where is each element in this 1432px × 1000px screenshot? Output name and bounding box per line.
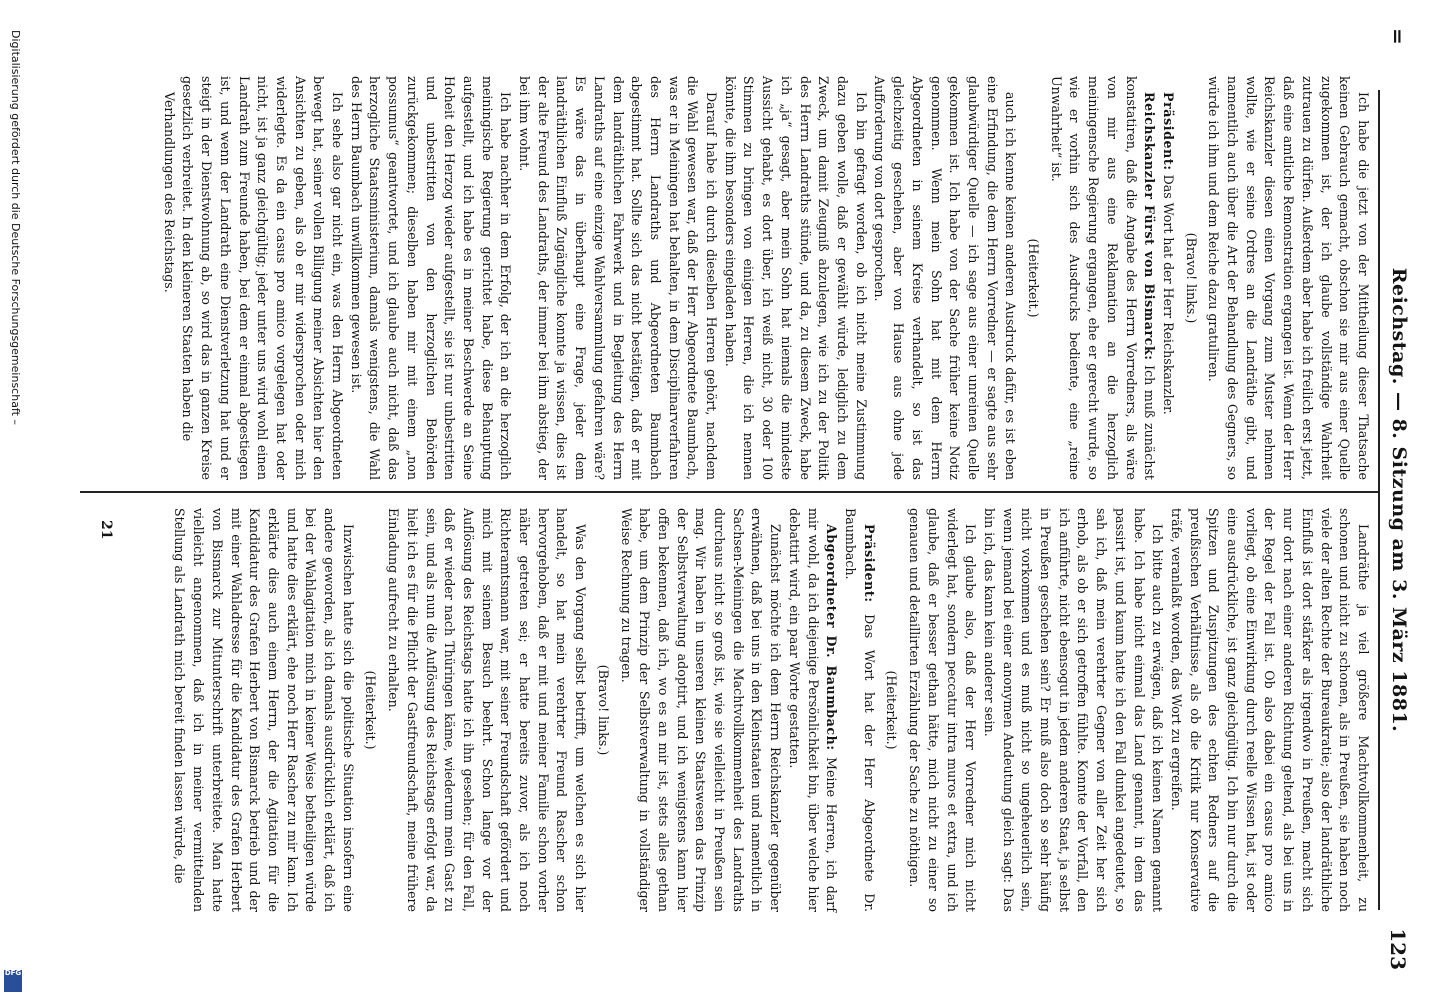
dfg-logo-text: DFG bbox=[4, 969, 22, 977]
body-paragraph: Ich habe nachher in dem Erfolg, der ich an die herzoglich meiningische Regierung gerichtet habe, diese Behauptung aufgestellt, und ich habe es in meiner Beschwerde an Seine Hoheit den Herzog wieder aufgestellt, sie ist nur unbestritten und unbestritten von den herzoglichen Behörden zurückgekommen; dieselben haben mir mit einem „non possumus“ geantwortet, und ich glaube auch nicht, daß das herzogliche Staatsministerium, damals wenigstens, die Wahl des Herrn Baumbach unwillkommen gewesen ist. bbox=[348, 76, 514, 480]
digitization-sidebar bbox=[8, 30, 22, 990]
digitization-note: Digitalisierung gefördert durch die Deutsche Forschungsgemeinschaft – bbox=[9, 30, 22, 425]
stage-direction-text: (Heiterkeit.) bbox=[363, 670, 379, 750]
stage-direction bbox=[1023, 76, 1042, 480]
stage-direction-text: (Heiterkeit.) bbox=[1026, 238, 1042, 318]
header-mark: = bbox=[1386, 28, 1410, 45]
body-paragraph: Ich sehe also gar nicht ein, was den Herrn Abgeordneten bewegt hat, seiner vollen Billigung meiner Absichten hier den Ansichten zu geben, als ob er mir widersprochen oder mich widerlegte. Es da ein casus pro amico vorgelegen hat oder nicht, ist ja ganz gleichgültig; jeder unter uns wird wohl einen Landrath zum Freunde haben, bei dem er einmal abgestiegen ist, und wenn der Landrath eine Dienstverletzung hat und er steigt in der Dienstwohnung ab, so wird das in ganzen Kreise gesetzlich verbreitet. In den kleineren Staaten haben die bbox=[180, 76, 346, 480]
speech-paragraph bbox=[1046, 76, 1158, 480]
stage-direction bbox=[1181, 76, 1200, 480]
footer-signature: 21 bbox=[98, 520, 114, 540]
body-paragraph: Darauf habe ich durch dieselben Herren gehört, nachdem die Wahl gewesen war, daß der Herr Abgeordnete Baumbach, was er in Meiningen hat behalten, in dem Disciplinarverfahren des Herrn Landraths und Abgeordneten Baumbach abgestimmt hat. Sollte sich das nicht bestätigen, daß er mit dem landräthlichen Fahrwerk und in Begleitung des Herrn Landraths auf eine einzige Wahlversammlung gefahren wäre? Es wäre das in überhaupt eine Frage, jeder dem landräthlichen Einfluß Zugängliche konnte ja wissen, dies ist der alte Freund des Landraths, der immer bei ihm abstieg, der bei ihm wohnt. bbox=[517, 76, 720, 480]
speech-paragraph bbox=[840, 508, 877, 912]
speech-text: Das Wort hat der Herr Reichskanzler. bbox=[1160, 170, 1176, 415]
page-number: 123 bbox=[1386, 928, 1410, 970]
dfg-logo-icon bbox=[4, 970, 22, 992]
body-paragraph: Zunächst möchte ich dem Herrn Reichskanzler gegenüber erwähnen, daß bei uns in den Kleinstaaten und namentlich in Sachsen-Meiningen die Machtvollkommenheit des Landraths durchaus nicht so groß ist, wie sie vielleicht in Preußen sein mag. Wir haben in unseren kleinen Staatswesen das Prinzip der Selbstverwaltung adoptirt, und ich wenigstens kann hier offen bekennen, daß ich, wo es an mir ist, stets alles gethan habe, um dem Prinzip der Selbstverwaltung in vollständiger Weise Rechnung zu tragen. bbox=[618, 508, 784, 912]
page-header bbox=[1384, 10, 1410, 990]
speech-text: Meine Herren, ich darf mir wohl, da ich diejenige Persönlichkeit bin, über welche hier debattirt wird, ein paar Worte gestatten. bbox=[786, 508, 840, 912]
speaker-name: Präsident: bbox=[861, 524, 877, 603]
body-paragraph: Ich glaube also, daß der Herr Vorredner mich nicht widerlegt hat, sondern peccatur intra muros et extra, und ich glaube, daß er besser gethan hätte, mich nicht zu einer so genauen und detaillirten Erzählung der Sache zu nöthigen. bbox=[907, 508, 979, 912]
body-paragraph: Ich bitte auch zu erwägen, daß ich keinen Namen genannt habe. Ich habe nicht einmal das Land genannt, in dem das passirt ist, und kaum hatte ich den Fall dunkel angedeutet, so sah ich, daß mein verehrter Gegner von aller Zeit her sich erhob, als ob er sich getroffen fühlte. Konnte der Vorfall, den ich anführte, nicht ebensogut in jedem anderen Staat, ja selbst in Preußen geschehen sein? Er muß also doch so sehr häufig nicht vorkommen und es muß nicht so ungeheuerlich sein, wenn jemand bei einer anonymen Andeutung gleich sagt: Das bin ich, das kann kein anderer sein. bbox=[981, 508, 1166, 912]
stage-direction-text: (Bravo! links.) bbox=[1183, 232, 1199, 324]
stage-direction-text: (Bravo! links.) bbox=[595, 664, 611, 756]
body-paragraph: Inzwischen hatte sich die politische Situation insofern eine andere geworden, als ich damals ausdrücklich erklärt, daß ich bei der Wahlagitation mich in keiner Weise betheiligen würde und hatte dies erklärt, ehe noch Herr Rascher zu mir kam. Ich erklärte dies auch einem Herrn, der die Agitation für die Kandidatur des Grafen Herbert von Bismarck betrieb und der mit einer Wahladresse für die Kandidatur des Grafen Herbert von Bismarck zur Mitunterschrift unterbreitete. Man hatte vielleicht angenommen, daß ich in meiner vermittelnden Stellung als Landrath mich bereit finden lassen würde, die bbox=[172, 508, 356, 912]
body-paragraph: Verhandlungen des Reichstags. bbox=[161, 92, 177, 293]
stage-direction-text: (Heiterkeit.) bbox=[884, 670, 900, 750]
body-paragraph: Ich bin gefragt worden, ob ich nicht meine Zustimmung dazu geben wolle, daß er gewählt würde, lediglich zu dem Zweck, um damit Zeugniß abzulegen, wie ich zu der Politik des Herrn Landraths stünde, und da, zu diesem Zweck, habe ich „ja“ gesagt, aber mein Sohn hat niemals die mindeste Aussicht gehabt, es dort über, ich weiß nicht, 30 oder 100 Stimmen zu bringen von einigen Herren, die ich nennen könnte, die ihm besonders eingeladen haben. bbox=[722, 76, 869, 480]
speech-text: Das Wort hat der Herr Abgeordnete Dr. Baumbach. bbox=[843, 508, 877, 912]
speaker-name: Reichskanzler Fürst von Bismarck: bbox=[1142, 92, 1158, 361]
speech-text: Ich muß zunächst konstatiren, daß die Angabe des Herrn Vorredners, als wäre von mir aus eine Reklamation an die herzoglich meiningensche Regierung ergangen, ehe er gerecht wurde, so wie er vorhin sich des Ausdrucks bediente, eine „reine Unwahrheit“ ist. bbox=[1048, 76, 1158, 480]
speech-paragraph bbox=[784, 508, 840, 912]
body-paragraph: Landräthe ja viel größere Machtvollkommenheit, zu schonen und nicht zu schonen, als in Preußen, sie haben noch viele der alten Rechte der Bureaukratie; also der landräthliche Einfluß ist dort stärker als irgendwo in Preußen, macht sich nur dort nach einer anderen Richtung geltend, als bei uns in der Regel der Fall ist. Ob also dabei ein casus pro amico vorliegt, ob eine Einwirkung durch reelle Wissen hat, ist oder eine ausdrückliche, ist ganz gleichgültig. Ich bin nur durch die Spitzen und Zuspitzungen des echten Redners auf die preußischen Verhältnisse, als ob die Kritik nur Konservative träfe, veranlaßt worden, das Wort zu ergreifen. bbox=[1168, 508, 1371, 912]
left-column bbox=[159, 76, 1372, 480]
stage-direction bbox=[882, 508, 901, 912]
speaker-name: Abgeordneter Dr. Baumbach: bbox=[824, 524, 840, 751]
running-title: Reichstag. — 8. Sitzung am 3. März 1881. bbox=[1388, 267, 1410, 733]
stage-direction bbox=[593, 508, 612, 912]
speech-paragraph bbox=[1158, 76, 1177, 480]
header-rule bbox=[1378, 90, 1380, 910]
body-paragraph: auch ich kenne keinen anderen Ausdruck dafür, es ist eben eine Erfindung, die dem Herrn Vorredner — er sagte aus sehr glaubwürdiger Quelle — ich sage aus einer unreinen Quelle gekommen ist. Ich habe von der Sache früher keine Notiz genommen. Wenn mein Sohn hat mit dem Herrn Abgeordneten in seinem Kreise verhandelt, so ist das gleichzeitig geschehen, aber von Hause aus ohne jede Aufforderung von dort gesprochen. bbox=[872, 76, 1019, 480]
right-column bbox=[170, 508, 1372, 912]
body-paragraph: Ich habe die jetzt von der Mittheilung dieser Thatsache keinen Gebrauch gemacht, obschon sie mir aus einer Quelle zugekommen ist, der ich glaube vollständige Wahrheit zutrauen zu dürfen. Außerdem aber habe ich freilich erst jetzt, daß eine amtliche Remonstration ergangen ist. Wenn der Herr Reichskanzler diesen einen Vorgang zum Muster nehmen wollte, wie er seine Ordres an die Landräthe gibt, und namentlich auch über die Art der Behandlung des Gegners, so würde ich ihm und dem Reiche dazu gratuliren. bbox=[1206, 76, 1371, 480]
body-paragraph: Was den Vorgang selbst betrifft, um welchen es sich hier handelt, so hat mein verehrter Freund Rascher schon hervorgehoben, daß er mit und meiner Familie schon vorher näher getreten sei; er hatte bereits zuvor, als ich noch Richteramtsmann war, mit seiner Freundschaft gefördert und mich mit seinem Besuch beehrt. Schon lange vor der Auflösung des Reichstags hatte ich ihn gesehen; für den Fall, daß er wieder nach Thüringen käme, wiederum mein Gast zu sein, und als nun die Auflösung des Reichstags erfolgt war, da hielt ich es für die Pflicht der Gastfreundschaft, meine frühere Einladung aufrecht zu erhalten. bbox=[386, 508, 589, 912]
speaker-name: Präsident: bbox=[1160, 92, 1176, 171]
stage-direction bbox=[361, 508, 380, 912]
column-rule bbox=[80, 491, 1380, 493]
